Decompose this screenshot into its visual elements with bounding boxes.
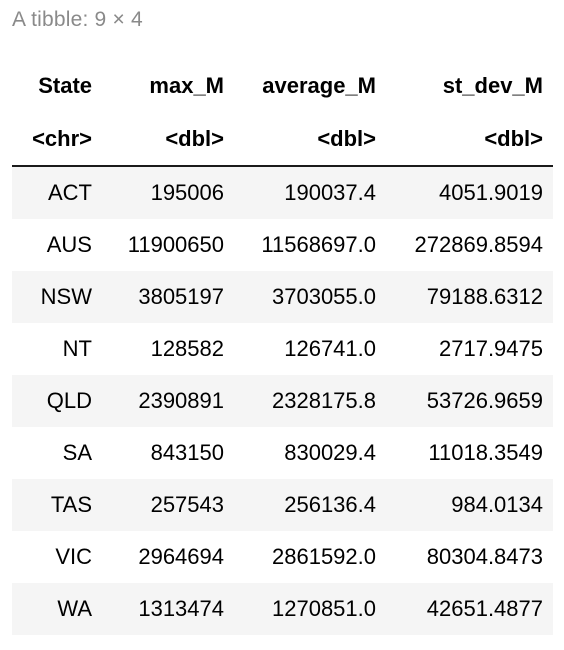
column-type-average-m: <dbl> [317,125,376,151]
cell-st-dev-m: 984.0134 [451,492,543,517]
cell-state: AUS [46,232,92,257]
table-row [12,166,553,219]
cell-state: ACT [48,180,92,205]
table-row [12,219,553,271]
cell-st-dev-m: 53726.9659 [426,388,543,413]
cell-max-m: 3805197 [138,284,224,309]
type-row [12,112,553,166]
table-row [12,531,553,583]
cell-average-m: 190037.4 [284,180,376,205]
cell-st-dev-m: 80304.8473 [426,544,543,569]
cell-state: NT [62,336,92,361]
column-header-average-m: average_M [262,73,376,98]
cell-average-m: 2861592.0 [272,544,376,569]
cell-max-m: 257543 [150,492,224,517]
column-type-state: <chr> [32,125,92,151]
cell-average-m: 2328175.8 [272,388,376,413]
cell-max-m: 843150 [150,440,224,465]
cell-max-m: 128582 [150,336,224,361]
column-type-st-dev-m: <dbl> [484,125,543,151]
cell-state: QLD [46,388,92,413]
cell-max-m: 2964694 [138,544,224,569]
cell-average-m: 3703055.0 [272,284,376,309]
column-type-max-m: <dbl> [165,125,224,151]
cell-state: TAS [50,492,92,517]
table-row [12,479,553,531]
cell-state: WA [57,596,92,621]
column-header-max-m: max_M [149,73,224,98]
cell-st-dev-m: 272869.8594 [414,232,543,257]
cell-st-dev-m: 79188.6312 [426,284,543,309]
cell-average-m: 256136.4 [284,492,376,517]
cell-average-m: 11568697.0 [261,232,376,257]
column-header-st-dev-m: st_dev_M [442,73,543,98]
cell-state: VIC [55,544,92,569]
cell-average-m: 1270851.0 [272,596,376,621]
tibble-table [12,60,553,635]
cell-max-m: 1313474 [138,596,224,621]
cell-state: NSW [40,284,92,309]
table-row [12,323,553,375]
table-row [12,375,553,427]
header-row [12,60,553,112]
cell-max-m: 2390891 [138,388,224,413]
cell-st-dev-m: 4051.9019 [439,180,543,205]
cell-st-dev-m: 42651.4877 [426,596,543,621]
cell-st-dev-m: 11018.3549 [428,440,543,465]
cell-max-m: 195006 [150,180,224,205]
cell-state: SA [62,440,92,465]
cell-max-m: 11900650 [127,232,224,257]
cell-average-m: 830029.4 [284,440,376,465]
column-header-state: State [38,73,92,98]
table-row [12,583,553,635]
tibble-caption: A tibble: 9 × 4 [12,8,143,31]
table-row [12,271,553,323]
cell-st-dev-m: 2717.9475 [439,336,543,361]
table-row [12,427,553,479]
cell-average-m: 126741.0 [284,336,376,361]
